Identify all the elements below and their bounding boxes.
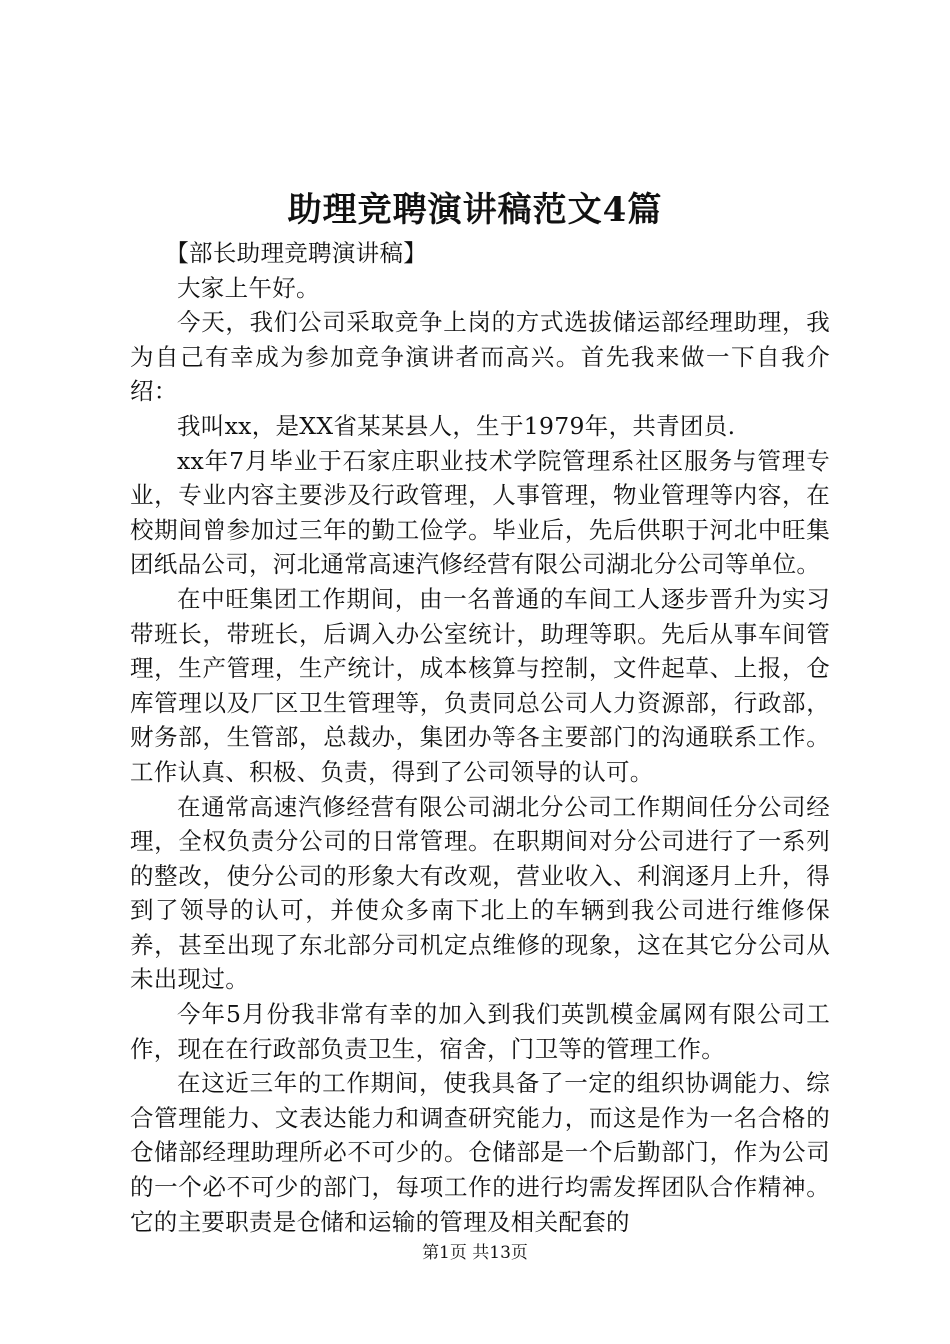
paragraph-self-intro: 我叫xx，是XX省某某县人，生于1979年，共青团员.	[177, 411, 736, 440]
page-number-footer: 第1页 共13页	[422, 1243, 528, 1263]
paragraph-hubei-branch: 在通常高速汽修经营有限公司湖北分公司工作期间任分公司经理，全权负责分公司的日常管理。在职期间对分公司进行了一系列的整改，使分公司的形象大有改观，营业收入、利润逐月上升，得到了领导的认可，并使众多南下北上的车辆到我公司进行维修保养，甚至出现了东北部分司机定点维修的现象，这在其它分公司从未出现过。	[130, 792, 830, 994]
document-body	[130, 236, 830, 1239]
paragraph-abilities: 在这近三年的工作期间，使我具备了一定的组织协调能力、综合管理能力、文表达能力和调查研究能力，而这是作为一名合格的仓储部经理助理所必不可少的。仓储部是一个后勤部门，作为公司的一个必不可少的部门，每项工作的进行均需发挥团队合作精神。它的主要职责是仓储和运输的管理及相关配套的	[130, 1069, 830, 1236]
section-heading: 【部长助理竞聘演讲稿】	[165, 239, 428, 267]
paragraph-intro: 今天，我们公司采取竞争上岗的方式选拔储运部经理助理，我为自己有幸成为参加竞争演讲者而高兴。首先我来做一下自我介绍：	[130, 308, 830, 406]
paragraph-education: xx年7月毕业于石家庄职业技术学院管理系社区服务与管理专业，专业内容主要涉及行政管理，人事管理，物业管理等内容，在校期间曾参加过三年的勤工俭学。毕业后，先后供职于河北中旺集团纸品公司，河北通常高速汽修经营有限公司湖北分公司等单位。	[130, 446, 830, 579]
paragraph-greeting: 大家上午好。	[177, 273, 320, 302]
document-title: 助理竞聘演讲稿范文4篇	[287, 190, 663, 230]
paragraph-zhongwang: 在中旺集团工作期间，由一名普通的车间工人逐步晋升为实习带班长，带班长，后调入办公室统计，助理等职。先后从事车间管理，生产管理，生产统计，成本核算与控制，文件起草、上报，仓库管理以及厂区卫生管理等，负责同总公司人力资源部，行政部，财务部，生管部，总裁办，集团办等各主要部门的沟通联系工作。工作认真、积极、负责，得到了公司领导的认可。	[130, 584, 830, 786]
paragraph-current-job: 今年5月份我非常有幸的加入到我们英凯模金属网有限公司工作，现在在行政部负责卫生，宿舍，门卫等的管理工作。	[130, 1000, 830, 1063]
